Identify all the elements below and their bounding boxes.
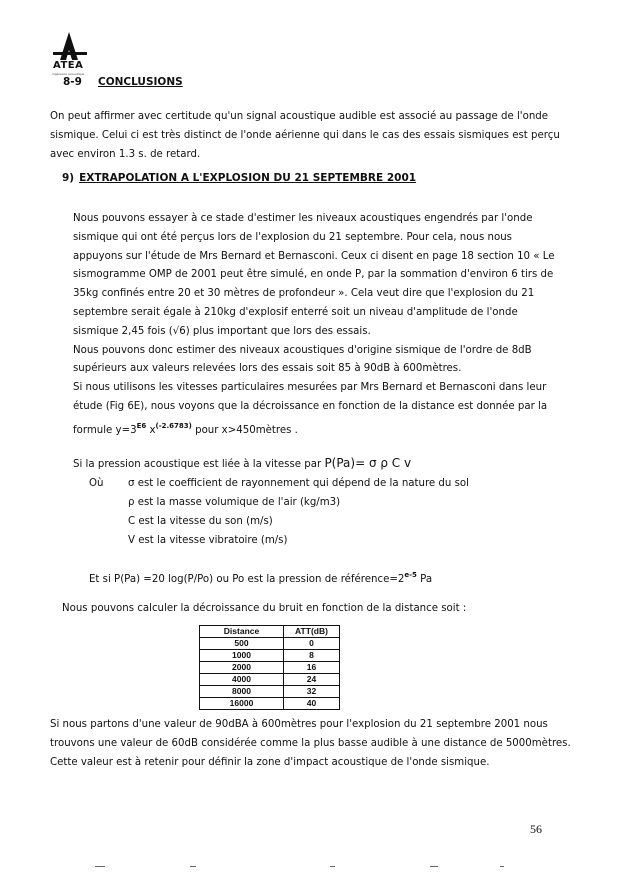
paragraph-main: Nous pouvons essayer à ce stade d'estimer les niveaux acoustiques engendrés par l'onde sismique qui ont été perçus lors de l'explosion du 21 septembre. Pour cela, nous nous appuyons sur l'étude de Mrs Bernard et Bernasconi. Ceux ci disent en page 18 section 10 « Le sismogramme OMP de 2001 peut être simulé, en onde P, par la sommation d'environ 6 tirs de 35kg confinés entre 20 et 30 mètres de profondeur ». Cela veut dire que l'explosion du 21 septembre serait égale à 210kg d'explosif enterré soit un niveau d'amplitude de l'onde sismique 2,45 fois (√6) plus important que lors des essais. [73, 213, 555, 337]
definition-text: σ est le coefficient de rayonnement qui dépend de la nature du sol [128, 478, 469, 489]
reference-exponent: e-5 [404, 571, 417, 579]
att-cell: 0 [284, 638, 340, 650]
reference-unit: Pa [416, 574, 433, 585]
page-number: 56 [530, 822, 542, 836]
section-number: 9) [62, 172, 75, 184]
section-title: CONCLUSIONS [97, 76, 183, 88]
conclusion-paragraph: Si nous partons d'une valeur de 90dBA à 600mètres pour l'explosion du 21 septembre 2001 nous trouvons une valeur de 60dB considérée comme la plus basse audible à une distance de 5000mètres. Cette valeur est à retenir pour définir la zone d'impact acoustique de l'onde sismique. [50, 719, 571, 768]
att-cell: 40 [284, 698, 340, 710]
pressure-formula: P(Pa)= σ ρ C v [324, 456, 412, 470]
distance-cell: 8000 [200, 686, 284, 698]
distance-cell: 1000 [200, 650, 284, 662]
reference-text: Et si P(Pa) =20 log(P/Po) ou Po est la pression de référence=2 [89, 574, 405, 585]
reference-pressure-line [89, 566, 559, 590]
scan-mark [95, 866, 105, 867]
definition-c: C est la vitesse du son (m/s) [128, 516, 273, 527]
definition-v: V est la vitesse vibratoire (m/s) [128, 535, 288, 546]
attenuation-table [199, 625, 340, 710]
logo-subtext: ingénierie acoustique [52, 72, 85, 76]
table-row [200, 662, 340, 674]
table-row [200, 638, 340, 650]
paragraph-velocity [73, 379, 563, 440]
logo-text: ATEA [53, 60, 84, 71]
section-title: EXTRAPOLATION A L'EXPLOSION DU 21 SEPTEMBRE 2001 [79, 172, 417, 184]
section-9-heading [62, 172, 416, 184]
scan-mark [330, 866, 335, 867]
scan-mark [190, 866, 196, 867]
formula-tail: pour x>450mètres . [191, 424, 298, 436]
table-row [200, 686, 340, 698]
where-label: Où [89, 478, 104, 489]
att-cell: 8 [284, 650, 340, 662]
conclusions-paragraph: On peut affirmer avec certitude qu'un signal acoustique audible est associé au passage de l'onde sismique. Celui ci est très distinct de l'onde aérienne qui dans le cas des essais sismiques est perçu avec environ 1.3 s. de retard. [50, 111, 560, 160]
column-header-distance: Distance [200, 626, 284, 638]
definition-rho: ρ est la masse volumique de l'air (kg/m3) [128, 497, 341, 508]
column-header-att: ATT(dB) [284, 626, 340, 638]
att-cell: 24 [284, 674, 340, 686]
definition-sigma [89, 478, 469, 489]
att-cell: 32 [284, 686, 340, 698]
scan-mark [500, 866, 504, 867]
pressure-intro: Si la pression acoustique est liée à la vitesse par [73, 459, 325, 470]
formula-variable: x [146, 424, 156, 436]
distance-cell: 16000 [200, 698, 284, 710]
velocity-text: Si nous utilisons les vitesses particulaires mesurées par Mrs Bernard et Bernasconi dans leur étude (Fig 6E), nous voyons que la décroissance en fonction de la distance est donnée par la formule y=3 [73, 382, 548, 436]
section-8-9-heading [63, 76, 183, 88]
extrapolation-body [73, 210, 563, 441]
section-number: 8-9 [63, 76, 82, 88]
table-header-row [200, 626, 340, 638]
pressure-line [73, 454, 563, 475]
formula-exponent: E6 [136, 421, 147, 430]
distance-cell: 2000 [200, 662, 284, 674]
distance-cell: 4000 [200, 674, 284, 686]
formula-power: (-2.6783) [155, 421, 192, 430]
table-row [200, 674, 340, 686]
decrease-intro: Nous pouvons calculer la décroissance du bruit en fonction de la distance soit : [62, 603, 467, 614]
table-row [200, 650, 340, 662]
paragraph-estimate: Nous pouvons donc estimer des niveaux acoustiques d'origine sismique de l'ordre de 8dB supérieurs aux valeurs relevées lors des essais soit 85 à 90dB à 600mètres. [73, 344, 532, 375]
scan-mark [430, 866, 438, 867]
distance-cell: 500 [200, 638, 284, 650]
att-cell: 16 [284, 662, 340, 674]
table-row [200, 698, 340, 710]
